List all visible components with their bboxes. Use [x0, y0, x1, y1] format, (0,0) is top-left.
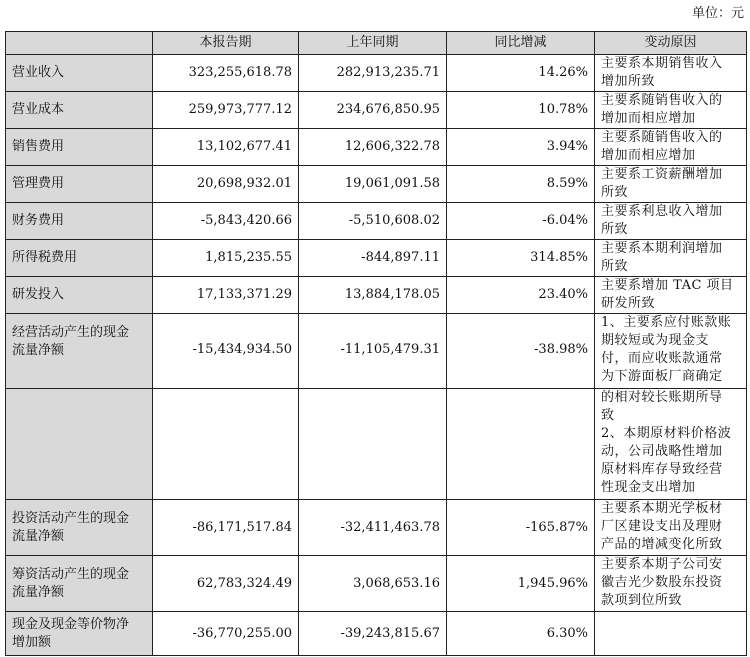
table-row: [6, 92, 747, 129]
row-reason: 的相对较长账期所导 致 2、本期原材料价格波 动，公司战略性增加 原材料库存导致经营 性现金支出增加: [601, 390, 732, 495]
row-item: 投资活动产生的现金 流量净额: [6, 500, 153, 556]
table-row: [6, 314, 747, 389]
table-row: [6, 389, 747, 500]
table-header-row: [6, 32, 747, 55]
table-row: [6, 166, 747, 203]
row-item: 经营活动产生的现金 流量净额: [6, 314, 153, 389]
row-prior: 3,068,653.16: [299, 556, 447, 612]
header-current-period: 本报告期: [153, 32, 299, 55]
row-reason: 主要系本期子公司安 徽吉光少数股东投资 款项到位所致: [601, 557, 723, 608]
row-change: 314.85%: [447, 240, 595, 277]
row-item: 销售费用: [6, 129, 153, 166]
row-current: 1,815,235.55: [153, 240, 299, 277]
row-item: 现金及现金等价物净 增加额: [6, 612, 153, 656]
row-reason: 主要系随销售收入的 增加而相应增加: [601, 93, 723, 126]
row-prior: 19,061,091.58: [299, 166, 447, 203]
header-change-reason: 变动原因: [595, 32, 747, 55]
header-yoy-change: 同比增减: [447, 32, 595, 55]
row-prior: 234,676,850.95: [299, 92, 447, 129]
row-prior: -5,510,608.02: [299, 203, 447, 240]
row-current: -86,171,517.84: [153, 500, 299, 556]
row-change: 3.94%: [447, 129, 595, 166]
unit-label: 单位：元: [691, 6, 744, 21]
row-current: 13,102,677.41: [153, 129, 299, 166]
table-row: [6, 203, 747, 240]
row-reason: 1、主要系应付账款账 期较短或为现金支 付，而应收账款通常 为下游面板厂商确定: [601, 315, 732, 384]
row-change: 8.59%: [447, 166, 595, 203]
row-prior: -844,897.11: [299, 240, 447, 277]
row-reason: 主要系工资薪酬增加 所致: [601, 167, 723, 200]
row-prior: 282,913,235.71: [299, 55, 447, 92]
row-change: [447, 389, 595, 500]
row-item: 研发投入: [6, 277, 153, 314]
row-change: -38.98%: [447, 314, 595, 389]
row-prior: 13,884,178.05: [299, 277, 447, 314]
table-row: [6, 55, 747, 92]
row-reason: 主要系本期光学板材 厂区建设支出及理财 产品的增减变化所致: [601, 501, 723, 552]
row-current: 259,973,777.12: [153, 92, 299, 129]
row-item: 营业成本: [6, 92, 153, 129]
row-change: 14.26%: [447, 55, 595, 92]
row-item: 管理费用: [6, 166, 153, 203]
row-reason: 主要系随销售收入的 增加而相应增加: [601, 130, 723, 163]
table-row: [6, 556, 747, 612]
row-current: 17,133,371.29: [153, 277, 299, 314]
row-item: 营业收入: [6, 55, 153, 92]
row-item: [6, 389, 153, 500]
row-prior: 12,606,322.78: [299, 129, 447, 166]
row-current: 323,255,618.78: [153, 55, 299, 92]
row-change: 10.78%: [447, 92, 595, 129]
row-prior: [299, 389, 447, 500]
row-current: -5,843,420.66: [153, 203, 299, 240]
row-reason: 主要系本期利润增加 所致: [601, 241, 723, 274]
row-reason: 主要系增加 TAC 项目 研发所致: [601, 278, 734, 311]
financial-change-table: [5, 31, 747, 656]
row-reason: 主要系本期销售收入 增加所致: [601, 56, 723, 89]
table-row: [6, 129, 747, 166]
row-item: 所得税费用: [6, 240, 153, 277]
row-current: -36,770,255.00: [153, 612, 299, 656]
table-row: [6, 612, 747, 656]
table-row: [6, 240, 747, 277]
row-change: -165.87%: [447, 500, 595, 556]
row-change: 6.30%: [447, 612, 595, 656]
row-current: -15,434,934.50: [153, 314, 299, 389]
header-prior-period: 上年同期: [299, 32, 447, 55]
row-reason: 主要系利息收入增加 所致: [601, 204, 723, 237]
row-change: 1,945.96%: [447, 556, 595, 612]
table-row: [6, 500, 747, 556]
row-prior: -32,411,463.78: [299, 500, 447, 556]
row-item: 财务费用: [6, 203, 153, 240]
row-current: 62,783,324.49: [153, 556, 299, 612]
row-current: [153, 389, 299, 500]
row-current: 20,698,932.01: [153, 166, 299, 203]
row-prior: -11,105,479.31: [299, 314, 447, 389]
row-item: 筹资活动产生的现金 流量净额: [6, 556, 153, 612]
row-change: -6.04%: [447, 203, 595, 240]
row-prior: -39,243,815.67: [299, 612, 447, 656]
row-change: 23.40%: [447, 277, 595, 314]
table-row: [6, 277, 747, 314]
header-item: [6, 32, 153, 55]
